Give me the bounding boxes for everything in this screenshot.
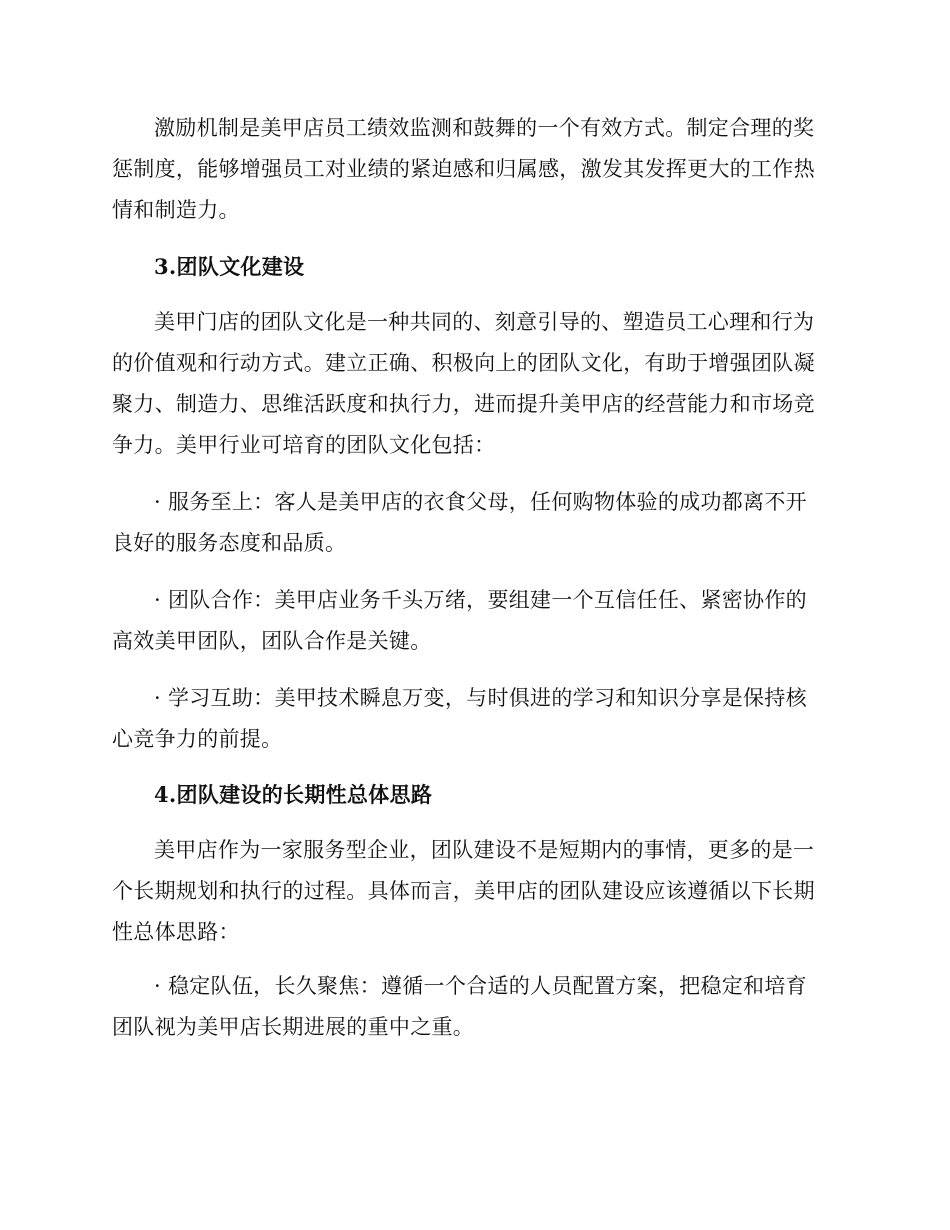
paragraph-line: 个长期规划和执行的过程。具体而言，美甲店的团队建设应该遵循以下长期: [112, 879, 815, 903]
paragraph-incentive: [112, 108, 832, 231]
bullet-line: · 学习互助：美甲技术瞬息万变，与时俱进的学习和知识分享是保持核: [154, 686, 807, 710]
bullet-service-first: [112, 482, 832, 564]
paragraph-line: 聚力、制造力、思维活跃度和执行力，进而提升美甲店的经营能力和市场竞: [112, 392, 815, 416]
bullet-line: 高效美甲团队，团队合作是关键。: [112, 629, 432, 653]
bullet-line: · 稳定队伍，长久聚焦：遵循一个合适的人员配置方案，把稳定和培育: [154, 974, 807, 998]
paragraph-line: 性总体思路：: [112, 920, 240, 944]
bullet-line: · 团队合作：美甲店业务千头万绪，要组建一个互信任任、紧密协作的: [154, 588, 807, 612]
paragraph-team-culture: [112, 302, 832, 466]
paragraph-line: 美甲店作为一家服务型企业，团队建设不是短期内的事情，更多的是一: [154, 838, 815, 862]
paragraph-line: 情和制造力。: [112, 198, 240, 222]
paragraph-line: 争力。美甲行业可培育的团队文化包括：: [112, 433, 496, 457]
paragraph-line: 惩制度，能够增强员工对业绩的紧迫感和归属感，激发其发挥更大的工作热: [112, 157, 815, 181]
section-heading-3: [112, 246, 832, 287]
heading-text: 3.团队文化建设: [154, 254, 305, 279]
bullet-learning: [112, 678, 832, 760]
bullet-line: 团队视为美甲店长期进展的重中之重。: [112, 1015, 475, 1039]
section-heading-4: [112, 774, 832, 815]
bullet-teamwork: [112, 580, 832, 662]
bullet-line: · 服务至上：客人是美甲店的衣食父母，任何购物体验的成功都离不开: [154, 490, 807, 514]
bullet-stable-team: [112, 966, 832, 1048]
paragraph-line: 美甲门店的团队文化是一种共同的、刻意引导的、塑造员工心理和行为: [154, 310, 815, 334]
heading-text: 4.团队建设的长期性总体思路: [154, 782, 433, 807]
bullet-line: 心竞争力的前提。: [112, 727, 283, 751]
paragraph-long-term: [112, 830, 832, 953]
bullet-line: 良好的服务态度和品质。: [112, 531, 347, 555]
paragraph-line: 激励机制是美甲店员工绩效监测和鼓舞的一个有效方式。制定合理的奖: [154, 116, 815, 140]
paragraph-line: 的价值观和行动方式。建立正确、积极向上的团队文化，有助于增强团队凝: [112, 351, 815, 375]
